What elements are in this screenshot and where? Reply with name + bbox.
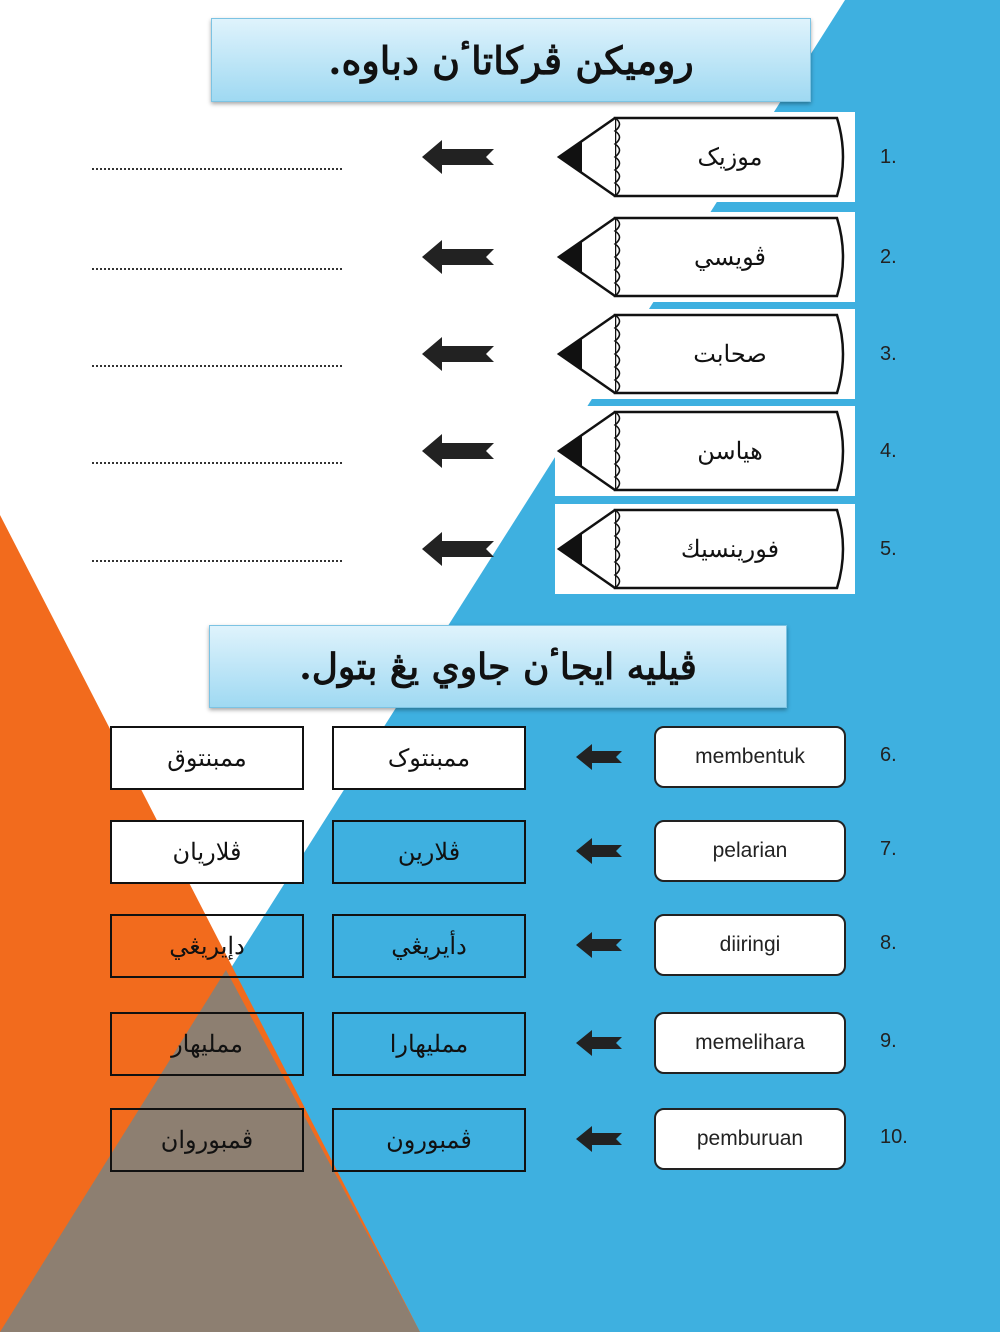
instruction-banner-2: ڤيليه ايجاٴن جاوي يڠ بتول. — [209, 625, 787, 708]
arrow-left-icon — [576, 744, 622, 770]
option-a[interactable]: ڤلارين — [332, 820, 526, 884]
question-row-4 — [0, 406, 1000, 496]
question-number: 2. — [880, 246, 897, 268]
option-a[interactable]: دأيريڠي — [332, 914, 526, 978]
option-a[interactable]: ممبنتوک — [332, 726, 526, 790]
option-a[interactable]: ڤمبورون — [332, 1108, 526, 1172]
option-b[interactable]: دإيريڠي — [110, 914, 304, 978]
question-row-3 — [0, 309, 1000, 399]
jawi-word: صحابت — [693, 340, 767, 368]
question-number: 9. — [880, 1030, 897, 1052]
option-b[interactable]: مملیهار — [110, 1012, 304, 1076]
option-a[interactable]: مملیهارا — [332, 1012, 526, 1076]
question-row-5 — [0, 504, 1000, 594]
instruction-banner-1: رومیکن ڤرکاتاٴن دباوه. — [211, 18, 811, 102]
answer-line[interactable] — [92, 268, 342, 270]
question-number: 3. — [880, 343, 897, 365]
question-number: 5. — [880, 538, 897, 560]
jawi-word: فورینسیك — [680, 535, 780, 563]
question-number: 7. — [880, 838, 897, 860]
choice-row-10 — [0, 1108, 1000, 1172]
option-b[interactable]: ممبنتوق — [110, 726, 304, 790]
choice-row-8 — [0, 914, 1000, 978]
rumi-word-box: memelihara — [654, 1012, 846, 1074]
rumi-word-box: diiringi — [654, 914, 846, 976]
answer-line[interactable] — [92, 168, 342, 170]
choice-row-6 — [0, 726, 1000, 790]
rumi-word-box: membentuk — [654, 726, 846, 788]
choice-row-7 — [0, 820, 1000, 884]
rumi-word-box: pemburuan — [654, 1108, 846, 1170]
question-number: 10. — [880, 1126, 908, 1148]
question-number: 4. — [880, 440, 897, 462]
choice-row-9 — [0, 1012, 1000, 1076]
pencil-word-box — [555, 504, 855, 594]
jawi-word: هیاسن — [697, 437, 763, 465]
question-number: 1. — [880, 146, 897, 168]
arrow-left-icon — [422, 434, 494, 468]
arrow-left-icon — [422, 532, 494, 566]
arrow-left-icon — [576, 1126, 622, 1152]
arrow-left-icon — [576, 932, 622, 958]
pencil-word-box — [555, 212, 855, 302]
answer-line[interactable] — [92, 560, 342, 562]
option-b[interactable]: ڤمبوروان — [110, 1108, 304, 1172]
question-row-1 — [0, 112, 1000, 202]
pencil-word-box — [555, 406, 855, 496]
question-row-2 — [0, 212, 1000, 302]
pencil-word-box — [555, 112, 855, 202]
jawi-word: ڤویسي — [694, 243, 766, 271]
pencil-word-box — [555, 309, 855, 399]
question-number: 6. — [880, 744, 897, 766]
option-b[interactable]: ڤلاريان — [110, 820, 304, 884]
arrow-left-icon — [422, 140, 494, 174]
arrow-left-icon — [422, 240, 494, 274]
arrow-left-icon — [576, 838, 622, 864]
question-number: 8. — [880, 932, 897, 954]
jawi-word: موزیک — [697, 143, 763, 171]
rumi-word-box: pelarian — [654, 820, 846, 882]
answer-line[interactable] — [92, 365, 342, 367]
arrow-left-icon — [576, 1030, 622, 1056]
arrow-left-icon — [422, 337, 494, 371]
answer-line[interactable] — [92, 462, 342, 464]
